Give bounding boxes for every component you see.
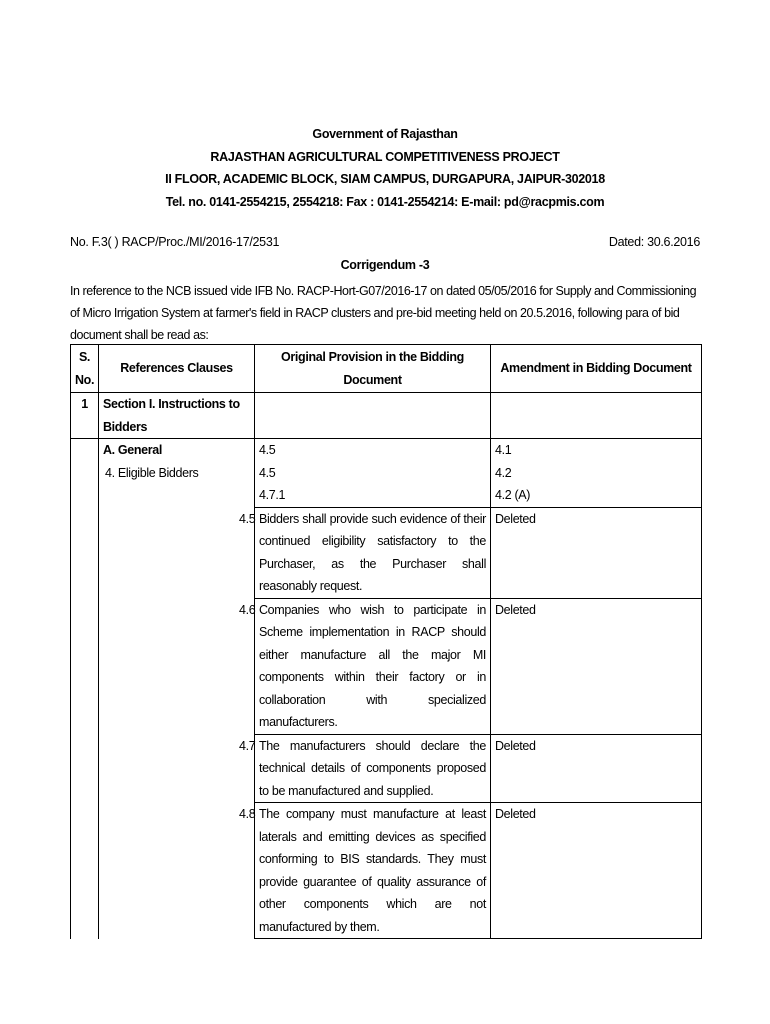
reference-number: No. F.3( ) RACP/Proc./MI/2016-17/2531 — [70, 235, 280, 249]
original-provision — [239, 507, 491, 598]
header-sno: S. No. — [71, 345, 99, 393]
amendment-cell: Deleted — [491, 803, 702, 939]
eligible-bidders-label: 4. Eligible Bidders — [105, 465, 199, 480]
header-references: References Clauses — [99, 345, 255, 393]
document-date: Dated: 30.6.2016 — [608, 235, 700, 249]
letterhead — [0, 123, 770, 213]
section-title: Section I. Instructions to Bidders — [99, 393, 255, 439]
provision-text: The company must manufacture at least laterals and emitting devices as specified conforming to BIS standards. They must provide guarantee of quality assurance of other components which are not manufactured by them. — [259, 807, 486, 934]
provision-text: Bidders shall provide such evidence of their continued eligibility satisfactory to the Purchaser, as the Purchaser shall reasonably request. — [259, 511, 486, 593]
section-row — [71, 393, 702, 439]
project-name: RAJASTHAN AGRICULTURAL COMPETITIVENESS PROJECT — [210, 149, 560, 164]
clause-number: 4.6 — [239, 602, 256, 617]
clause-ref: 4.2 — [495, 465, 512, 480]
original-provision — [239, 803, 491, 939]
clause-ref: 4.7.1 — [259, 488, 286, 502]
reference-clauses — [99, 439, 255, 939]
clause-ref: 4.5 — [259, 465, 276, 480]
document-title: Corrigendum -3 — [340, 258, 430, 272]
intro-paragraph: In reference to the NCB issued vide IFB No. RACP-Hort-G07/2016-17 on dated 05/05/2016 for Supply and Commissioning of Micro Irrigation System at farmer's field in RACP clusters and pre-bid meeting held on 20.5.2016, following para of bid document shall be read as: — [70, 284, 697, 342]
amendment-cell: Deleted — [491, 734, 702, 803]
reference-line — [70, 235, 700, 249]
corrigendum-table — [70, 344, 702, 939]
contact-details: Tel. no. 0141-2554215, 2554218: Fax : 0141-2554214: E-mail: pd@racpmis.com — [165, 194, 605, 209]
section-number: 1 — [71, 393, 99, 439]
amendment-cell: Deleted — [491, 507, 702, 598]
original-clauses — [255, 439, 491, 508]
government-name: Government of Rajasthan — [312, 127, 458, 141]
clause-number: 4.8 — [239, 807, 256, 821]
provision-text: Companies who wish to participate in Scheme implementation in RACP should either manufacture all the major MI components within their factory or in collaboration with specialized manufacturers. — [259, 602, 486, 729]
provision-text: The manufacturers should declare the technical details of components proposed to be manufactured and supplied. — [259, 738, 486, 798]
amendment-cell: Deleted — [491, 598, 702, 734]
header-original: Original Provision in the Bidding Document — [255, 345, 491, 393]
table-row — [71, 439, 702, 508]
amended-clauses — [491, 439, 702, 508]
clause-ref: 4.2 (A) — [495, 488, 531, 502]
clause-number: 4.5 — [239, 511, 256, 526]
header-amendment: Amendment in Bidding Document — [491, 345, 702, 393]
general-label: A. General — [103, 443, 163, 457]
clause-ref: 4.5 — [259, 443, 276, 457]
clause-ref: 4.1 — [495, 443, 512, 457]
original-provision — [239, 598, 491, 734]
office-address: II FLOOR, ACADEMIC BLOCK, SIAM CAMPUS, DURGAPURA, JAIPUR-302018 — [165, 172, 605, 186]
original-provision — [239, 734, 491, 803]
clause-number: 4.7 — [239, 738, 256, 753]
table-header-row — [71, 345, 702, 393]
